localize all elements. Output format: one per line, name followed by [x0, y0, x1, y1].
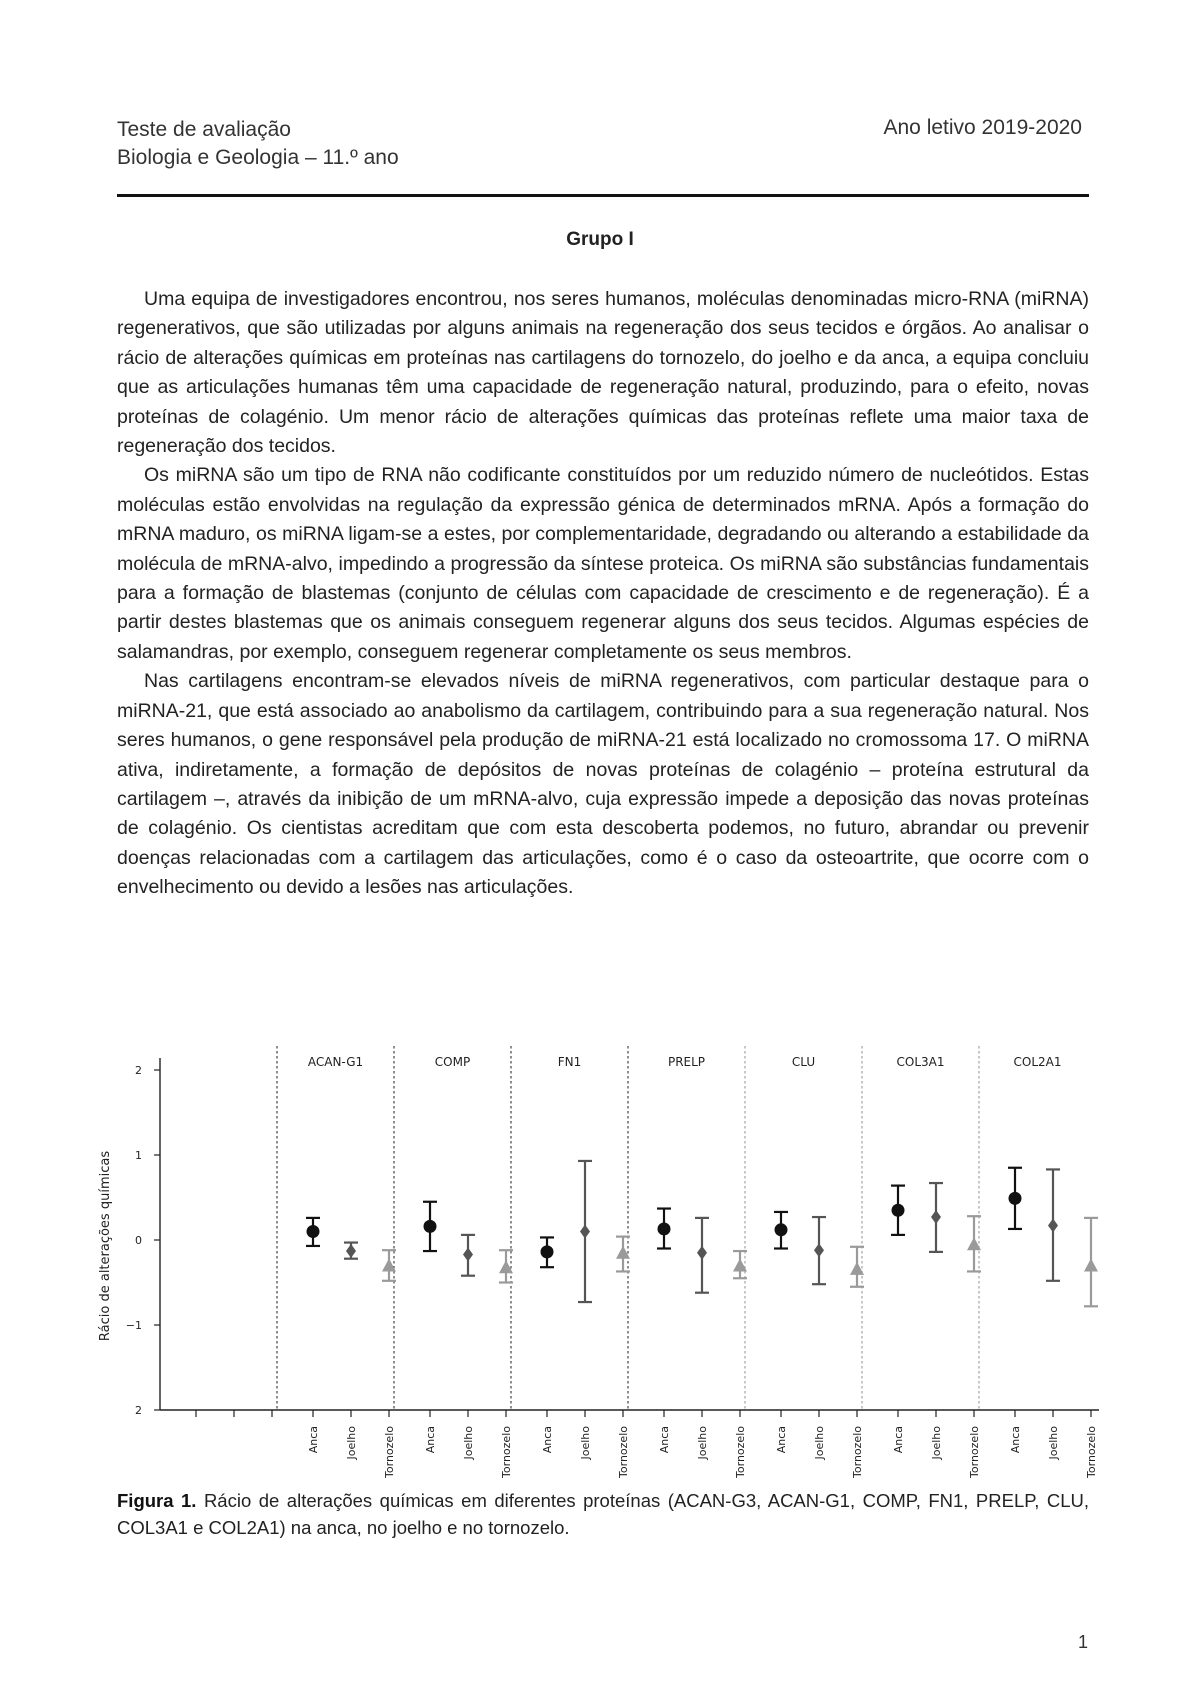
- x-tick-label: Anca: [658, 1426, 671, 1454]
- x-tick-label: Tornozelo: [500, 1426, 513, 1478]
- group-title-acan-g1: ACAN-G1: [307, 1055, 364, 1069]
- caption-text: Rácio de alterações químicas em diferentes proteínas (ACAN-G3, ACAN-G1, COMP, FN1, PRELP, CLU, COL3A1 e COL2A1) na anca, no joelho e no tornozelo.: [117, 1490, 1089, 1538]
- x-tick-label: Tornozelo: [1085, 1426, 1098, 1478]
- point-anca-col3a1-marker: [892, 1204, 905, 1217]
- x-tick-label: Tornozelo: [968, 1426, 981, 1478]
- group-title-fn1: FN1: [557, 1055, 582, 1069]
- section-title: Grupo I: [566, 229, 634, 250]
- x-tick-label: Anca: [307, 1426, 320, 1454]
- point-anca-comp-marker: [424, 1220, 437, 1233]
- group-title-col3a1: COL3A1: [896, 1055, 945, 1069]
- x-tick-label: Joelho: [345, 1426, 358, 1460]
- point-anca-clu-marker: [775, 1223, 788, 1236]
- school-year: Ano letivo 2019-2020: [883, 116, 1082, 139]
- y-tick-label: −1: [125, 1319, 142, 1332]
- x-tick-label: Joelho: [930, 1426, 943, 1460]
- x-tick-label: Joelho: [462, 1426, 475, 1460]
- x-tick-label: Anca: [775, 1426, 788, 1454]
- y-axis-label: Rácio de alterações químicas: [98, 1150, 113, 1342]
- point-tornozelo-col3a1-marker: [967, 1237, 981, 1250]
- y-tick-label: 2: [135, 1404, 142, 1417]
- document-header-left: [117, 116, 399, 172]
- point-joelho-col2a1-marker: [1048, 1219, 1058, 1233]
- figure-chart: [95, 1018, 1105, 1478]
- header-divider: [117, 194, 1089, 197]
- point-anca-prelp-marker: [658, 1222, 671, 1235]
- x-tick-label: Anca: [1009, 1426, 1022, 1454]
- point-joelho-acan-g1-marker: [346, 1244, 356, 1258]
- group-title-clu: CLU: [791, 1055, 816, 1069]
- group-title-prelp: PRELP: [667, 1055, 706, 1069]
- x-tick-label: Tornozelo: [617, 1426, 630, 1478]
- point-anca-fn1-marker: [541, 1245, 554, 1258]
- paragraph-2: Os miRNA são um tipo de RNA não codificante constituídos por um reduzido número de nucleótidos. Estas moléculas estão envolvidas na regulação da expressão génica de determinados mRNA. Após a formação do mRNA maduro, os miRNA ligam-se a estes, por complementaridade, degradando ou alterando a estabilidade da molécula de mRNA-alvo, impedindo a progressão da síntese proteica. Os miRNA são substâncias fundamentais para a formação de blastemas (conjunto de células com capacidade de crescimento e de regeneração). É a partir destes blastemas que os animais conseguem regenerar alguns dos seus tecidos. Algumas espécies de salamandras, por exemplo, conseguem regenerar completamente os seus membros.: [117, 464, 1089, 663]
- caption-label: Figura 1.: [117, 1490, 197, 1511]
- body-text: [117, 285, 1089, 903]
- x-tick-label: Joelho: [696, 1426, 709, 1460]
- x-tick-label: Anca: [541, 1426, 554, 1454]
- point-tornozelo-col2a1-marker: [1084, 1259, 1098, 1272]
- point-anca-acan-g1-marker: [307, 1225, 320, 1238]
- point-joelho-fn1-marker: [580, 1225, 590, 1239]
- x-tick-label: Tornozelo: [851, 1426, 864, 1478]
- subject-line: Biologia e Geologia – 11.º ano: [117, 146, 399, 169]
- x-tick-label: Joelho: [813, 1426, 826, 1460]
- figure-caption: [117, 1487, 1089, 1541]
- group-title-col2a1: COL2A1: [1013, 1055, 1062, 1069]
- y-tick-label: 1: [135, 1149, 142, 1162]
- point-joelho-comp-marker: [463, 1247, 473, 1261]
- test-title: Teste de avaliação: [117, 118, 291, 141]
- x-tick-label: Tornozelo: [734, 1426, 747, 1478]
- group-title-comp: COMP: [434, 1055, 471, 1069]
- x-tick-label: Anca: [424, 1426, 437, 1454]
- point-joelho-col3a1-marker: [931, 1210, 941, 1224]
- y-tick-label: 2: [135, 1064, 142, 1077]
- y-tick-label: 0: [135, 1234, 142, 1247]
- paragraph-1: Uma equipa de investigadores encontrou, nos seres humanos, moléculas denominadas micro-RNA (miRNA) regenerativos, que são utilizadas por alguns animais na regeneração dos seus tecidos e órgãos. Ao analisar o rácio de alterações químicas em proteínas nas cartilagens do tornozelo, do joelho e da anca, a equipa concluiu que as articulações humanas têm uma capacidade de regeneração natural, produzindo, para o efeito, novas proteínas de colagénio. Um menor rácio de alterações químicas das proteínas reflete uma maior taxa de regeneração dos tecidos.: [117, 288, 1089, 458]
- point-tornozelo-acan-g1-marker: [382, 1259, 396, 1272]
- page-number: 1: [1078, 1632, 1089, 1652]
- point-joelho-prelp-marker: [697, 1246, 707, 1260]
- paragraph-3: Nas cartilagens encontram-se elevados níveis de miRNA regenerativos, com particular destaque para o miRNA-21, que está associado ao anabolismo da cartilagem, contribuindo para a sua regeneração natural. Nos seres humanos, o gene responsável pela produção de miRNA-21 está localizado no cromossoma 17. O miRNA ativa, indiretamente, a formação de depósitos de novas proteínas de colagénio – proteína estrutural da cartilagem –, através da inibição de um mRNA-alvo, cuja expressão impede a deposição das novas proteínas de colagénio. Os cientistas acreditam que com esta descoberta podemos, no futuro, abrandar ou prevenir doenças relacionadas com a cartilagem das articulações, como é o caso da osteoartrite, que ocorre com o envelhecimento ou devido a lesões nas articulações.: [117, 670, 1089, 899]
- x-tick-label: Tornozelo: [383, 1426, 396, 1478]
- point-tornozelo-prelp-marker: [733, 1259, 747, 1272]
- point-joelho-clu-marker: [814, 1243, 824, 1257]
- x-tick-label: Joelho: [579, 1426, 592, 1460]
- x-tick-label: Anca: [892, 1426, 905, 1454]
- x-tick-label: Joelho: [1047, 1426, 1060, 1460]
- point-anca-col2a1-marker: [1009, 1192, 1022, 1205]
